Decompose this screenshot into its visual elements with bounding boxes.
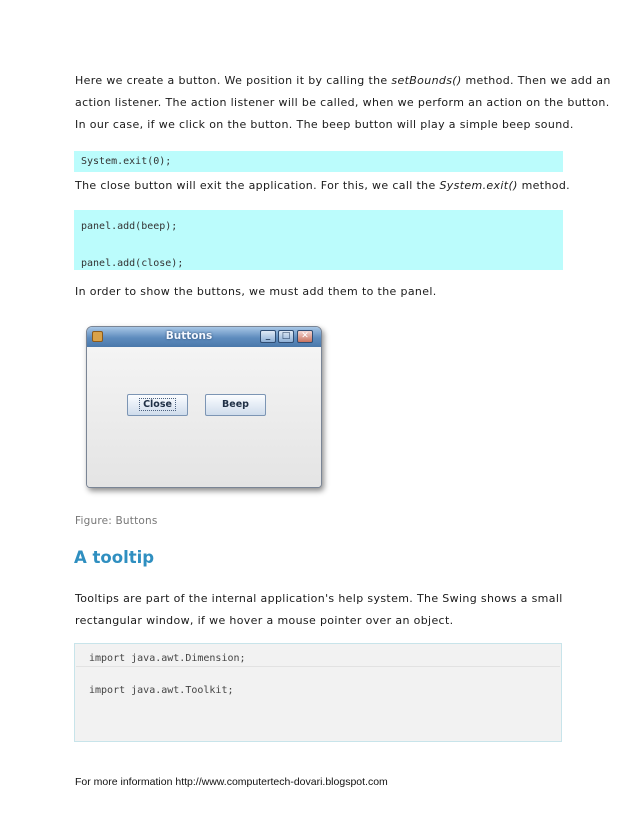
code-block-exit (74, 151, 563, 172)
code-line: import java.awt.Toolkit; (89, 685, 234, 696)
window-titlebar (87, 327, 321, 347)
intro-paragraph (75, 70, 611, 136)
window-title: Buttons (165, 330, 213, 342)
maximize-icon: □ (278, 330, 294, 343)
beep-button: Beep (205, 394, 266, 416)
tooltip-paragraph (75, 588, 575, 632)
close-paragraph (75, 175, 575, 197)
show-paragraph (75, 281, 575, 303)
code-block-panel-add (74, 210, 563, 270)
code-line: panel.add(beep); (81, 221, 178, 232)
code-line: panel.add(close); (81, 258, 184, 269)
show-line: In order to show the buttons, we must add them to the panel. (75, 285, 437, 298)
code-line: System.exit(0); (81, 156, 172, 167)
close-window-icon: ✕ (297, 330, 313, 343)
close-line: The close button will exit the application. For this, we call the System.exit() method. (75, 179, 571, 192)
tooltip-line-1: Tooltips are part of the internal application's help system. The Swing shows a small (75, 592, 563, 605)
minimize-icon: _ (260, 330, 276, 343)
code-line: import java.awt.Dimension; (89, 653, 246, 664)
section-heading: A tooltip (74, 548, 155, 567)
intro-line-3: In our case, if we click on the button. The beep button will play a simple beep sound. (75, 118, 574, 131)
window-content (87, 347, 321, 487)
code-block-imports (74, 643, 562, 742)
tooltip-line-2: rectangular window, if we hover a mouse pointer over an object. (75, 614, 454, 627)
intro-line-1: Here we create a button. We position it by calling the setBounds() method. Then we add an (75, 74, 611, 87)
buttons-window-screenshot (86, 326, 322, 488)
page-footer: For more information http://www.computertech-dovari.blogspot.com (75, 776, 388, 788)
intro-line-2: action listener. The action listener will be called, when we perform an action on the button. (75, 96, 610, 109)
close-button: Close (127, 394, 188, 416)
figure-caption: Figure: Buttons (75, 515, 158, 527)
code-line-divider (76, 666, 560, 667)
